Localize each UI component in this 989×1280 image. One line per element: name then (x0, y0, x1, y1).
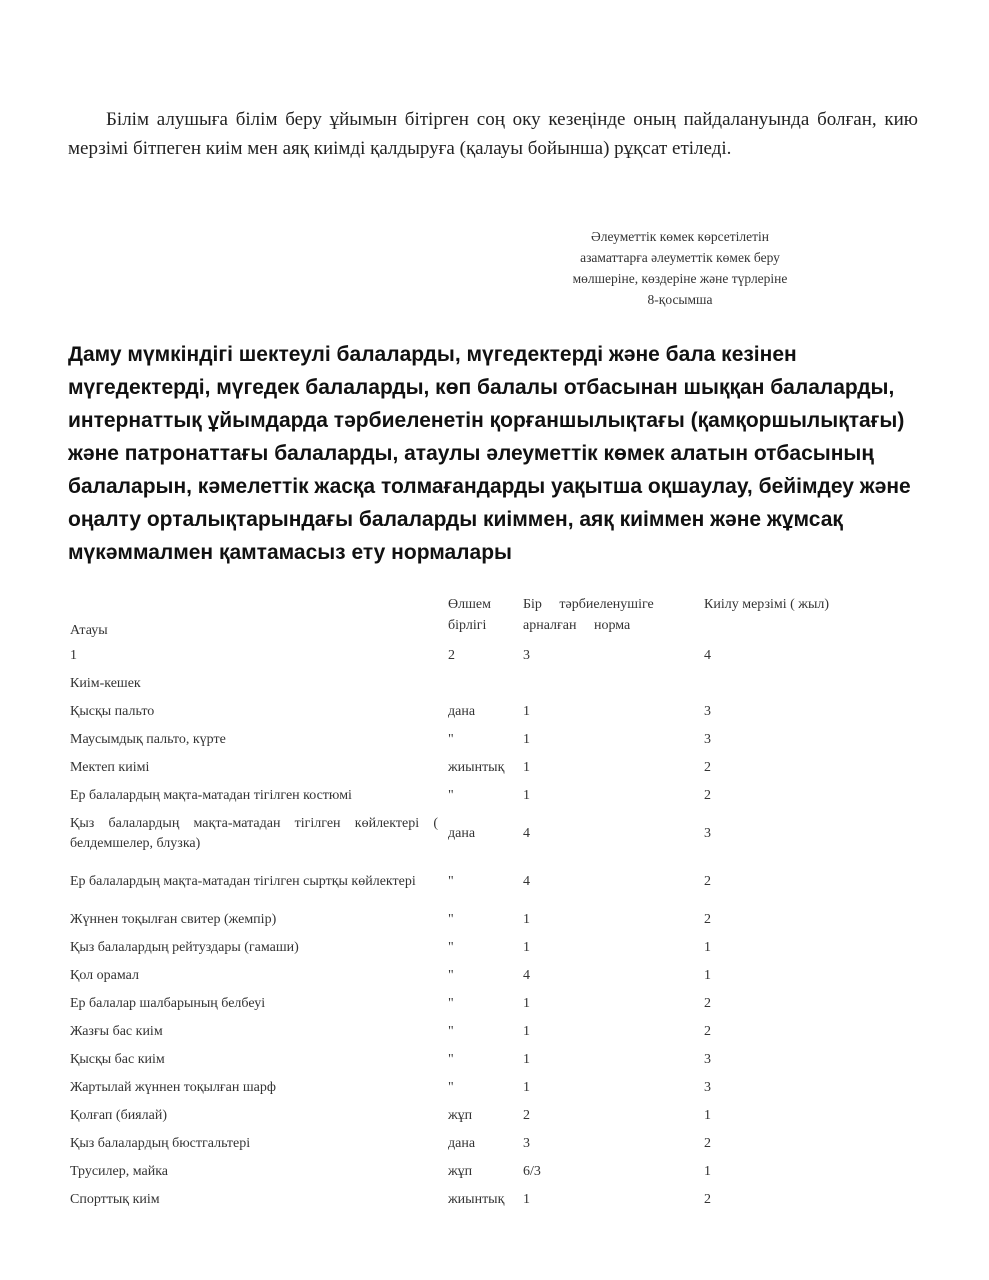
item-unit-text: " (448, 1052, 454, 1067)
item-term-text: 2 (704, 1192, 711, 1207)
item-term (704, 1018, 834, 1046)
item-unit-text: " (448, 732, 454, 747)
item-term (704, 754, 834, 782)
item-term (704, 962, 834, 990)
header-norm: Бір тәрбиеленушіге арналған норма (523, 597, 654, 633)
item-unit-text: " (448, 874, 454, 889)
item-unit (448, 934, 520, 962)
item-unit-text: " (448, 968, 454, 983)
item-norm (523, 1158, 698, 1186)
table-row (70, 1102, 870, 1130)
table-row (70, 1158, 870, 1186)
item-unit-text: " (448, 912, 454, 927)
header-unit: Өлшем бірлігі (448, 597, 491, 633)
item-unit (448, 810, 520, 858)
item-norm (523, 810, 698, 858)
item-name (70, 990, 438, 1018)
item-norm-text: 1 (523, 1080, 530, 1095)
item-name-text: Ер балалардың мақта-матадан тігілген сыртқы көйлектері (70, 874, 416, 889)
norms-table (70, 594, 870, 1214)
item-name (70, 858, 438, 906)
table-row (70, 934, 870, 962)
item-term-text: 2 (704, 1136, 711, 1151)
item-term (704, 698, 834, 726)
item-norm (523, 1018, 698, 1046)
item-norm (523, 962, 698, 990)
item-term-text: 2 (704, 996, 711, 1011)
item-term-text: 2 (704, 912, 711, 927)
item-unit-text: " (448, 1080, 454, 1095)
item-norm (523, 782, 698, 810)
column-number: 4 (704, 648, 711, 663)
table-row (70, 906, 870, 934)
item-name-text: Жартылай жүннен тоқылған шарф (70, 1080, 276, 1095)
item-term (704, 1046, 834, 1074)
item-unit (448, 1074, 520, 1102)
item-name (70, 934, 438, 962)
item-name-text: Жүннен тоқылған свитер (жемпір) (70, 912, 277, 927)
item-unit-text: дана (448, 1136, 476, 1151)
item-term-text: 2 (704, 788, 711, 803)
item-unit (448, 782, 520, 810)
item-norm-text: 4 (523, 968, 530, 983)
table-row (70, 698, 870, 726)
column-number: 2 (448, 648, 455, 663)
item-name-text: Мектеп киімі (70, 760, 150, 775)
item-name-text: Қысқы бас киім (70, 1052, 165, 1067)
item-name-text: Жазғы бас киім (70, 1024, 163, 1039)
item-unit (448, 698, 520, 726)
item-unit (448, 1186, 520, 1214)
item-name-text: Қыз балалардың рейтуздары (гамаши) (70, 940, 299, 955)
item-norm (523, 726, 698, 754)
item-term (704, 810, 834, 858)
item-unit-text: дана (448, 704, 476, 719)
item-norm (523, 1186, 698, 1214)
item-norm-text: 1 (523, 912, 530, 927)
table-header (70, 594, 870, 642)
column-number: 3 (523, 648, 530, 663)
item-term (704, 1158, 834, 1186)
item-term-text: 1 (704, 1108, 711, 1123)
document-title: Даму мүмкіндігі шектеулі балаларды, мүгедектерді және бала кезінен мүгедектерді, мүгедек балаларды, көп балалы отбасынан шыққан балаларды, интернаттық ұйымдарда тәрбиеленетін қорғаншылықтағы (қамқоршылықтағы) және патронаттағы балаларды, атаулы әлеуметтік көмек алатын отбасының балаларын, кәмелеттік жасқа толмағандарды уақытша оқшаулау, бейімдеу және оңалту орталықтарындағы балаларды киіммен, аяқ киіммен және жұмсақ мүкәммалмен қамтамасыз ету нормалары (68, 343, 911, 564)
item-name-text: Спорттық киім (70, 1192, 160, 1207)
item-norm (523, 1130, 698, 1158)
item-norm (523, 754, 698, 782)
item-name (70, 754, 438, 782)
item-name-text: Қыз балалардың мақта-матадан тігілген көйлектері ( белдемшелер, блузка) (70, 816, 438, 851)
item-name (70, 1130, 438, 1158)
item-term (704, 1074, 834, 1102)
item-unit (448, 754, 520, 782)
item-term (704, 858, 834, 906)
item-name-text: Қол орамал (70, 968, 139, 983)
item-term-text: 3 (704, 1080, 711, 1095)
item-unit (448, 1018, 520, 1046)
header-term: Киілу мерзімі ( жыл) (704, 597, 830, 612)
table-row (70, 962, 870, 990)
item-unit-text: " (448, 1024, 454, 1039)
table-row (70, 1130, 870, 1158)
item-name (70, 962, 438, 990)
item-norm-text: 1 (523, 704, 530, 719)
item-unit (448, 858, 520, 906)
annex-number: 8-қосымша (647, 292, 713, 307)
item-unit-text: жұп (448, 1164, 473, 1179)
table-row (70, 1186, 870, 1214)
item-term (704, 934, 834, 962)
item-name-text: Ер балалардың мақта-матадан тігілген костюмі (70, 788, 352, 803)
table-body (70, 698, 870, 1214)
item-norm-text: 3 (523, 1136, 530, 1151)
column-number-row (70, 642, 870, 670)
header-name: Атауы (70, 622, 108, 638)
item-unit (448, 1046, 520, 1074)
item-term-text: 1 (704, 940, 711, 955)
item-name (70, 726, 438, 754)
item-norm-text: 1 (523, 788, 530, 803)
item-unit (448, 1130, 520, 1158)
table-row (70, 1018, 870, 1046)
item-norm (523, 1074, 698, 1102)
section-row (70, 670, 870, 698)
item-name (70, 1186, 438, 1214)
table-row (70, 990, 870, 1018)
intro-paragraph: Білім алушыға білім беру ұйымын бітірген соң оку кезеңінде оның пайдалануында болған, кию мерзімі бітпеген киім мен аяқ киімді қалдыруға (қалауы бойынша) рұқсат етіледі. (68, 109, 918, 159)
table-row (70, 858, 870, 906)
item-name-text: Қысқы пальто (70, 704, 155, 719)
item-norm-text: 1 (523, 940, 530, 955)
item-unit (448, 990, 520, 1018)
table-row (70, 754, 870, 782)
item-term-text: 2 (704, 1024, 711, 1039)
item-term-text: 3 (704, 732, 711, 747)
item-name-text: Ер балалар шалбарының белбеуі (70, 996, 266, 1011)
item-name (70, 1158, 438, 1186)
item-unit-text: жиынтық (448, 1192, 505, 1207)
section-label: Киім-кешек (70, 676, 141, 691)
item-term (704, 782, 834, 810)
item-term-text: 1 (704, 968, 711, 983)
item-norm-text: 6/3 (523, 1164, 541, 1179)
item-unit (448, 726, 520, 754)
item-unit (448, 962, 520, 990)
item-norm (523, 934, 698, 962)
item-term-text: 3 (704, 826, 711, 841)
item-term (704, 1186, 834, 1214)
item-norm-text: 4 (523, 874, 530, 889)
item-name (70, 1102, 438, 1130)
column-number: 1 (70, 648, 77, 663)
item-name (70, 782, 438, 810)
annex-line: азаматтарға әлеуметтік көмек беру (580, 250, 780, 265)
item-norm (523, 1102, 698, 1130)
item-term-text: 2 (704, 874, 711, 889)
item-unit (448, 1158, 520, 1186)
item-norm-text: 1 (523, 1052, 530, 1067)
item-unit-text: " (448, 940, 454, 955)
table-row (70, 726, 870, 754)
item-unit (448, 906, 520, 934)
item-unit-text: жұп (448, 1108, 473, 1123)
item-norm-text: 1 (523, 732, 530, 747)
item-term (704, 906, 834, 934)
item-norm (523, 990, 698, 1018)
item-name-text: Трусилер, майка (70, 1164, 169, 1179)
item-unit-text: " (448, 996, 454, 1011)
item-term (704, 990, 834, 1018)
item-name (70, 1074, 438, 1102)
item-name (70, 906, 438, 934)
item-name (70, 698, 438, 726)
item-term (704, 1102, 834, 1130)
item-norm-text: 1 (523, 1024, 530, 1039)
item-name (70, 1018, 438, 1046)
item-term-text: 3 (704, 1052, 711, 1067)
item-unit-text: " (448, 788, 454, 803)
item-norm (523, 906, 698, 934)
item-norm (523, 698, 698, 726)
item-name (70, 1046, 438, 1074)
annex-note (540, 226, 820, 310)
item-unit (448, 1102, 520, 1130)
item-norm-text: 1 (523, 1192, 530, 1207)
item-unit-text: дана (448, 826, 476, 841)
table-row (70, 1074, 870, 1102)
table-row (70, 782, 870, 810)
item-term (704, 726, 834, 754)
item-norm-text: 2 (523, 1108, 530, 1123)
item-unit-text: жиынтық (448, 760, 505, 775)
item-name-text: Маусымдық пальто, күрте (70, 732, 226, 747)
item-norm-text: 4 (523, 826, 530, 841)
item-term-text: 2 (704, 760, 711, 775)
annex-line: Әлеуметтік көмек көрсетілетін (591, 229, 769, 244)
item-term-text: 3 (704, 704, 711, 719)
item-norm (523, 858, 698, 906)
item-norm (523, 1046, 698, 1074)
item-norm-text: 1 (523, 760, 530, 775)
item-name (70, 810, 438, 858)
annex-line: мөлшеріне, көздеріне және түрлеріне (572, 271, 788, 286)
item-term-text: 1 (704, 1164, 711, 1179)
item-norm-text: 1 (523, 996, 530, 1011)
item-name-text: Қыз балалардың бюстгальтері (70, 1136, 251, 1151)
item-term (704, 1130, 834, 1158)
item-name-text: Қолғап (биялай) (70, 1108, 167, 1123)
table-row (70, 810, 870, 858)
table-row (70, 1046, 870, 1074)
